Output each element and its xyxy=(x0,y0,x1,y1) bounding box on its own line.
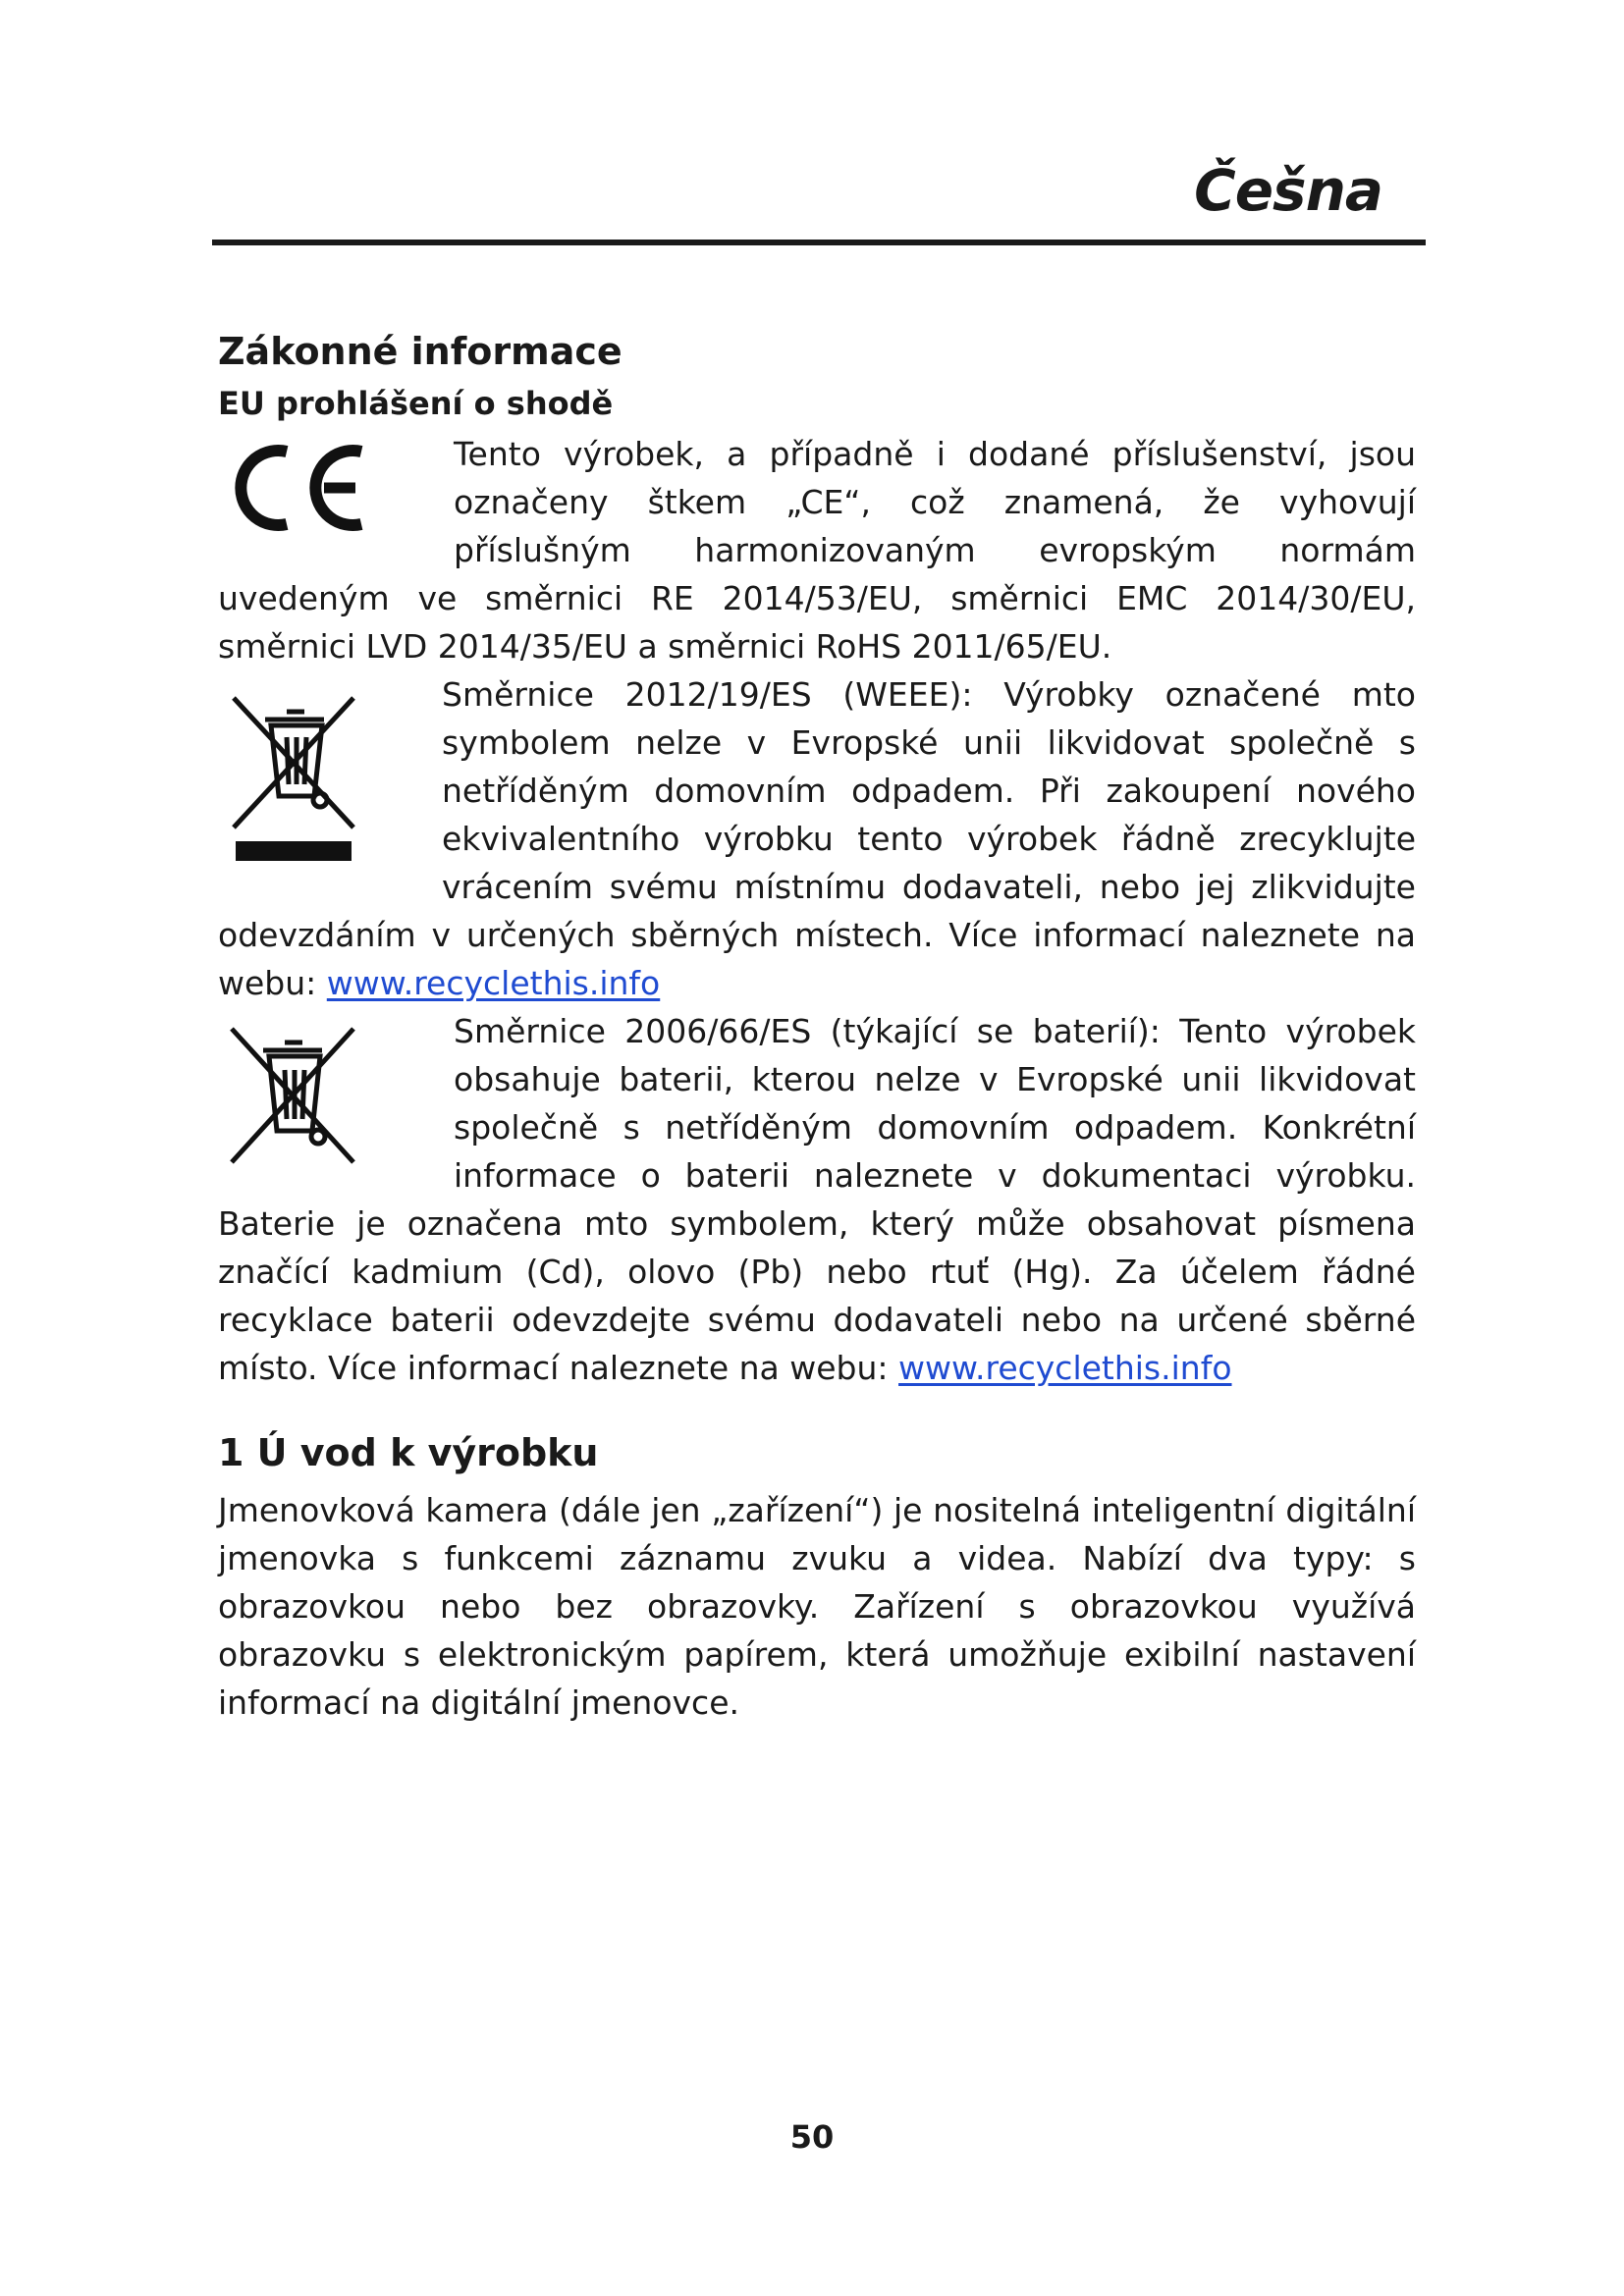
ce-text: Tento výrobek, a případně i dodané příslušenství, jsou označeny štkem „CE“, což znamená, že vyhovují příslušným harmonizovaným evropským normám uvedeným ve směrnici RE 2014/53/EU, směrnici EMC 2014/30/EU, směrnici LVD 2014/35/EU a směrnici RoHS 2011/65/EU. xyxy=(218,435,1416,666)
crossed-out-wheelie-bin-icon xyxy=(218,680,365,867)
weee-text-body: Směrnice 2012/19/ES (WEEE): Výrobky označené mto symbolem nelze v Evropské unii likvidovat společně s netříděným domovním odpadem. Při zakoupení nového ekvivalentního výrobku tento výrobek řádně zrecyklujte vrácením svému místnímu dodavateli, nebo jej zlikvidujte odevzdáním v určených sběrných místech. Více informací naleznete na webu: xyxy=(218,675,1416,1002)
section-title-intro: 1 Ú vod k výrobku xyxy=(218,1431,599,1474)
ce-mark-icon xyxy=(226,434,373,542)
battery-text xyxy=(218,1007,1416,1392)
battery-recyclethis-link[interactable]: www.recyclethis.info xyxy=(898,1349,1232,1387)
battery-text-body: Směrnice 2006/66/ES (týkající se baterií): Tento výrobek obsahuje baterii, kterou nelze v Evropské unii likvidovat společně s netříděným domovním odpadem. Konkrétní informace o baterii naleznete v dokumentaci výrobku. Baterie je označena mto symbolem, který může obsahovat písmena značící kadmium (Cd), olovo (Pb) nebo rtuť (Hg). Za účelem řádné recyklace baterii odevzdejte svému dodavateli nebo na určené sběrné místo. Více informací naleznete na webu: xyxy=(218,1012,1416,1387)
weee-block xyxy=(218,670,1416,1007)
header-rule xyxy=(212,240,1426,245)
ce-block xyxy=(218,430,1416,670)
intro-text: Jmenovková kamera (dále jen „zařízení“) je nositelná inteligentní digitální jmenovka s funkcemi záznamu zvuku a videa. Nabízí dva typy: s obrazovkou nebo bez obrazovky. Zařízení s obrazovkou využívá obrazovku s elektronickým papírem, která umožňuje exibilní nastavení informací na digitální jmenovce. xyxy=(218,1491,1416,1722)
battery-block xyxy=(218,1007,1416,1392)
page-language-title: Češna xyxy=(1194,157,1382,224)
subsection-title-eu-declaration: EU prohlášení o shodě xyxy=(218,385,614,422)
page-number: 50 xyxy=(789,2118,835,2156)
weee-text xyxy=(218,670,1416,1007)
weee-recyclethis-link[interactable]: www.recyclethis.info xyxy=(326,964,661,1002)
page-content xyxy=(218,324,1416,1727)
section-title-legal: Zákonné informace xyxy=(218,330,623,373)
crossed-out-bin-battery-icon xyxy=(218,1015,365,1172)
